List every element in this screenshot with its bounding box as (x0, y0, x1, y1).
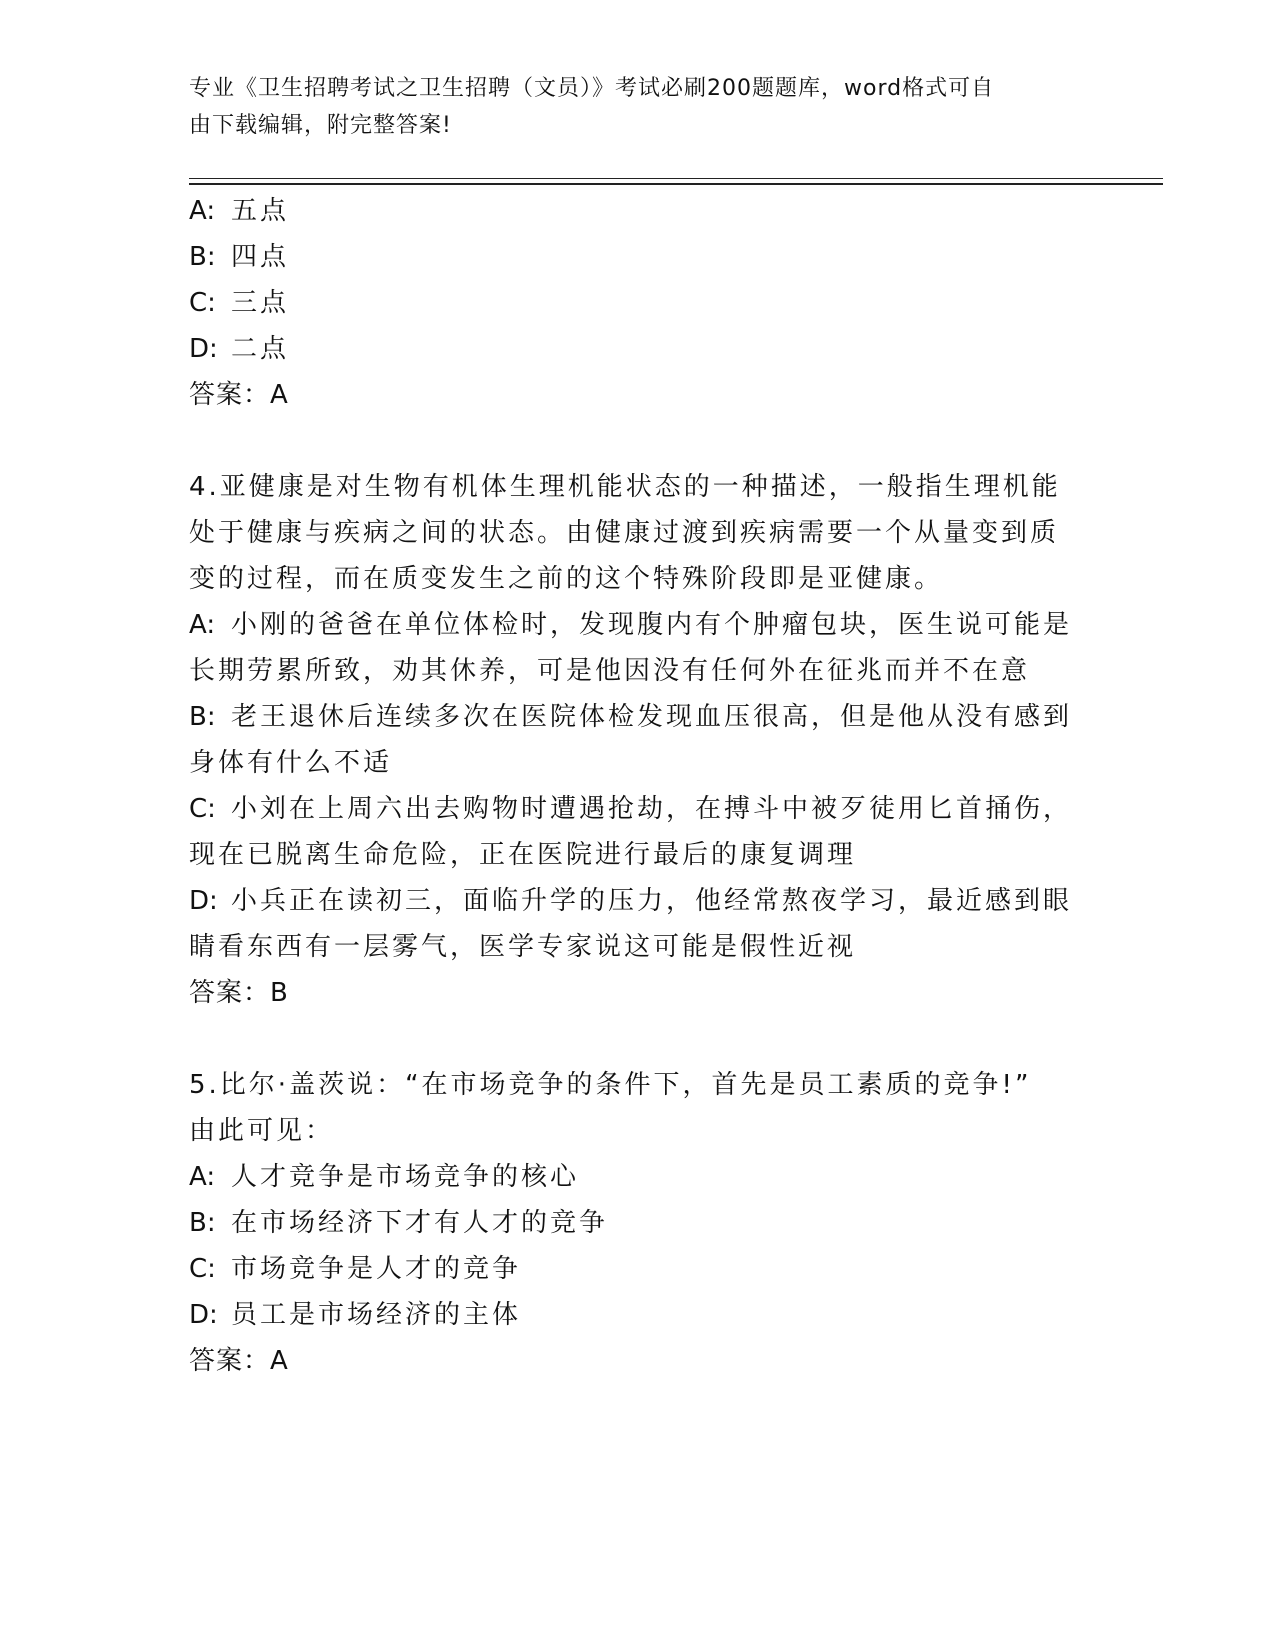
question-stem-line: 5.比尔·盖茨说：“在市场竞争的条件下，首先是员工素质的竞争!” (189, 1070, 1032, 1100)
question-stem-line: 由此可见： (189, 1116, 335, 1146)
option-d: D: 二点 (189, 334, 290, 364)
question-stem-line: 变的过程，而在质变发生之前的这个特殊阶段即是亚健康。 (189, 564, 944, 594)
question-4 (189, 464, 1089, 1016)
option-a: A: 人才竞争是市场竞争的核心 (189, 1162, 580, 1192)
answer: 答案：A (189, 1346, 289, 1376)
option-c: C: 市场竞争是人才的竞争 (189, 1254, 522, 1284)
answer: 答案：B (189, 978, 289, 1008)
header-divider-thin (189, 178, 1163, 179)
header-line-1: 专业《卫生招聘考试之卫生招聘（文员）》考试必刷200题题库，word格式可自 (189, 76, 995, 101)
option-b-continued: 身体有什么不适 (189, 748, 393, 778)
question-stem-line: 4.亚健康是对生物有机体生理机能状态的一种描述，一般指生理机能 (189, 472, 1061, 502)
option-d: D: 员工是市场经济的主体 (189, 1300, 522, 1330)
header-line-2: 由下载编辑，附完整答案! (189, 113, 452, 138)
answer: 答案：A (189, 380, 289, 410)
option-a: A: 五点 (189, 196, 290, 226)
option-b: B: 老王退休后连续多次在医院体检发现血压很高，但是他从没有感到 (189, 702, 1073, 732)
option-c: C: 三点 (189, 288, 290, 318)
option-a: A: 小刚的爸爸在单位体检时，发现腹内有个肿瘤包块，医生说可能是 (189, 610, 1073, 640)
option-d-continued: 睛看东西有一层雾气，医学专家说这可能是假性近视 (189, 932, 857, 962)
header-divider-thick (189, 183, 1163, 185)
option-b: B: 四点 (189, 242, 290, 272)
option-c-continued: 现在已脱离生命危险，正在医院进行最后的康复调理 (189, 840, 857, 870)
option-d: D: 小兵正在读初三，面临升学的压力，他经常熬夜学习，最近感到眼 (189, 886, 1073, 916)
option-c: C: 小刘在上周六出去购物时遭遇抢劫，在搏斗中被歹徒用匕首捅伤， (189, 794, 1073, 824)
document-header (189, 70, 1089, 144)
option-b: B: 在市场经济下才有人才的竞争 (189, 1208, 609, 1238)
question-stem-line: 处于健康与疾病之间的状态。由健康过渡到疾病需要一个从量变到质 (189, 518, 1060, 548)
question-3 (189, 188, 1089, 418)
question-content (189, 188, 1089, 1384)
option-a-continued: 长期劳累所致，劝其休养，可是他因没有任何外在征兆而并不在意 (189, 656, 1031, 686)
question-5 (189, 1062, 1089, 1384)
